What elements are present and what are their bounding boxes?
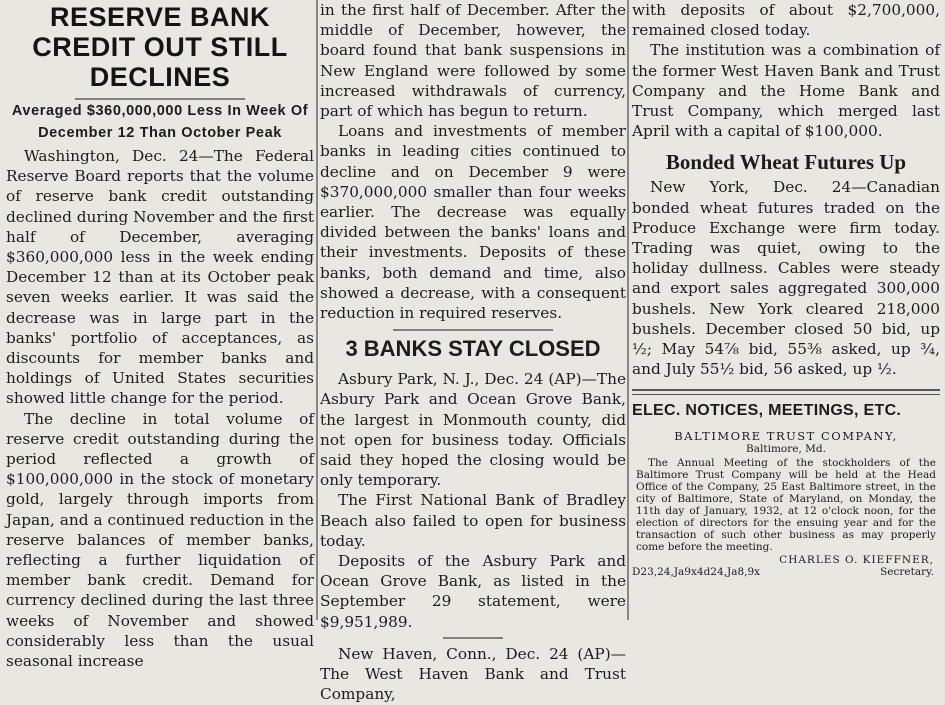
divider (75, 98, 245, 100)
notice-code: D23,24,Ja9x4d24,Ja8,9x (632, 566, 761, 579)
article-paragraph: The First National Bank of Bradley Beach also failed to open for business today. (320, 491, 626, 550)
headline-wheat-futures: Bonded Wheat Futures Up (665, 150, 907, 175)
article-paragraph: The decline in total volume of reserve credit outstanding during the period reflected a growth of $100,000,000 in the stock of monetary gold, largely through imports from Japan, and a continued reduction in the reserve balances of member banks, reflecting a further liquidation of member bank credit. Demand for currency declined during the last three weeks of November and showed considerably less than the usual seasonal increase (6, 409, 314, 671)
notice-signer-title: Secretary. (880, 566, 934, 579)
column-2 (320, 0, 626, 704)
article-paragraph: New York, Dec. 24—Canadian bonded wheat futures traded on the Produce Exchange were firm today. Trading was quiet, owing to the holiday dullness. Cables were steady and export sales aggregated 300,000 bushels. New York cleared 218,000 bushels. December closed 50 bid, up ½; May 54⅞ bid, 55⅜ asked, up ¾, and July 55½ bid, 56 asked, up ½. (632, 178, 940, 379)
divider (393, 329, 553, 331)
column-1 (6, 0, 314, 671)
article-paragraph: Loans and investments of member banks in leading cities continued to decline and on December 9 were $370,000,000 smaller than four weeks earlier. The decrease was equally divided between the banks' loans and their investments. Deposits of these banks, both demand and time, also showed a decrease, with a consequent reduction in required reserves. (320, 122, 626, 323)
article-paragraph: Deposits of the Asbury Park and Ocean Grove Bank, as listed in the September 29 statement, were $9,951,989. (320, 552, 626, 631)
article-paragraph: New Haven, Conn., Dec. 24 (AP)—The West Haven Bank and Trust Company, (320, 644, 626, 704)
column-rule (316, 0, 318, 620)
notice-city: Baltimore, Md. (746, 443, 826, 456)
article-paragraph-continued: with deposits of about $2,700,000, remained closed today. (632, 1, 940, 40)
headline-banks-closed: 3 BANKS STAY CLOSED (345, 336, 601, 362)
column-3 (632, 0, 940, 620)
divider (443, 637, 503, 639)
notice-signer: CHARLES O. KIEFFNER, (779, 554, 934, 567)
notice-company: BALTIMORE TRUST COMPANY, (674, 429, 898, 444)
notice-signature (632, 554, 934, 578)
notice-body: The Annual Meeting of the stockholders of the Baltimore Trust Company will be held at the Head Office of the Company, 25 East Baltimore street, in the city of Baltimore, State of Maryland, on Monday, the 11th day of January, 1932, at 12 o'clock noon, for the election of directors for the ensuing year and for the transaction of such other business as may properly come before the meeting. (636, 457, 936, 554)
article-paragraph-continued: in the first half of December. After the middle of December, however, the board found that bank suspensions in New England were followed by some increased withdrawals of currency, part of which has begun to return. (320, 1, 626, 121)
article-paragraph: Washington, Dec. 24—The Federal Reserve Board reports that the volume of reserve bank credit outstanding declined during November and the first half of December, averaging $360,000,000 less in the week ending December 12 than at its October peak seven weeks earlier. It was said the decrease was in large part in the banks' portfolio of acceptances, as discounts for member banks and holdings of United States securities showed little change for the period. (6, 147, 314, 408)
headline-reserve-credit: RESERVE BANK CREDIT OUT STILL DECLINES (32, 2, 288, 92)
article-paragraph: The institution was a combination of the former West Haven Bank and Trust Company and the Home Bank and Trust Company, which merged last April with a capital of $100,000. (632, 41, 940, 141)
section-divider (632, 389, 940, 395)
article-paragraph: Asbury Park, N. J., Dec. 24 (AP)—The Asbury Park and Ocean Grove Bank, the largest in Monmouth county, did not open for business today. Officials said they hoped the closing would be only temporary. (320, 370, 626, 490)
headline-deck: Averaged $360,000,000 Less In Week Of December 12 Than October Peak (11, 103, 309, 141)
notices-heading: ELEC. NOTICES, MEETINGS, ETC. (632, 402, 902, 420)
column-rule (627, 0, 629, 620)
